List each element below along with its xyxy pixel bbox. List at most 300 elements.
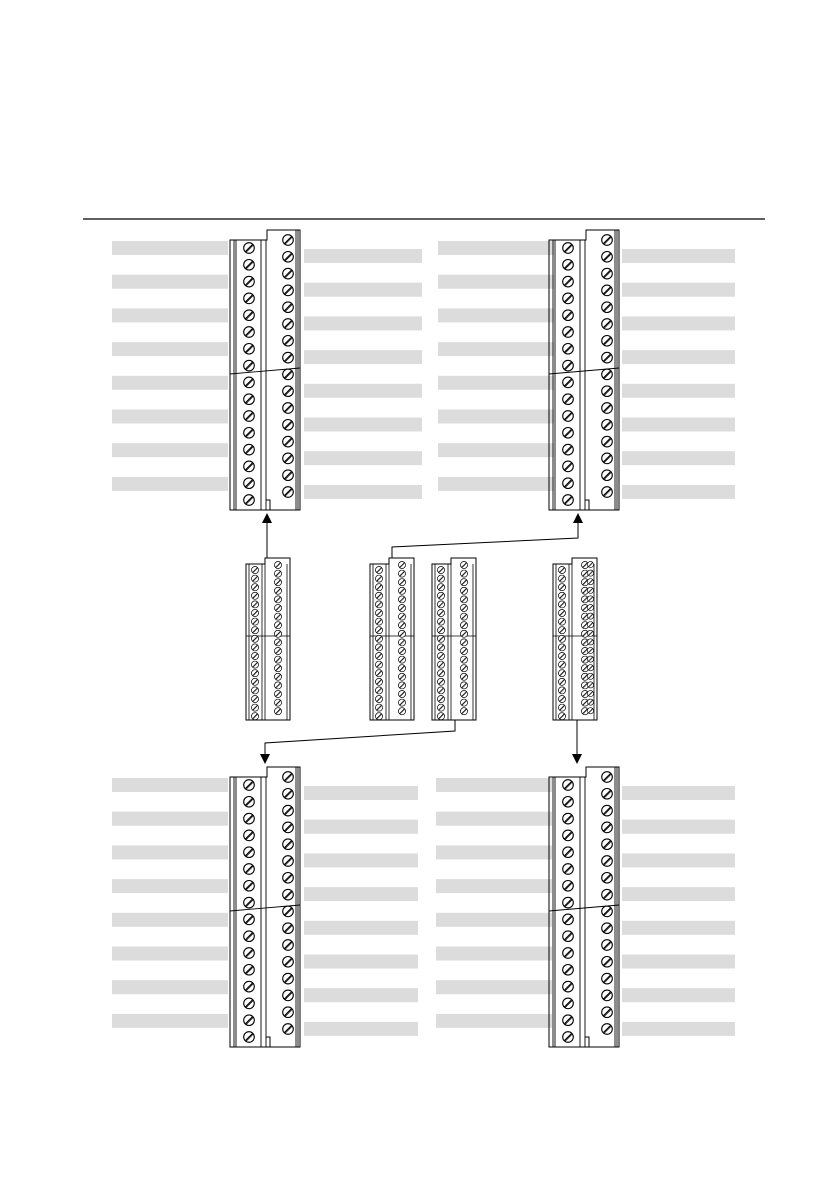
- screw-terminal-icon: [398, 639, 405, 646]
- screw-terminal-icon: [274, 622, 281, 629]
- screw-terminal-icon: [602, 1024, 613, 1035]
- screw-terminal-icon: [398, 665, 405, 672]
- channel-label-right: [622, 418, 735, 432]
- screw-terminal-icon: [587, 639, 593, 645]
- screw-terminal-icon: [274, 708, 281, 715]
- screw-terminal-icon: [437, 687, 444, 694]
- terminal-block-top-right: [438, 230, 735, 510]
- io-module-module-4: [553, 558, 597, 720]
- screw-terminal-icon: [283, 923, 294, 934]
- screw-terminal-icon: [563, 394, 574, 405]
- channel-label-left: [112, 275, 228, 289]
- screw-terminal-icon: [587, 647, 593, 653]
- screw-terminal-icon: [398, 682, 405, 689]
- screw-terminal-icon: [587, 587, 593, 593]
- screw-terminal-icon: [602, 319, 613, 330]
- screw-terminal-icon: [437, 713, 444, 720]
- screw-terminal-icon: [602, 973, 613, 984]
- screw-terminal-icon: [563, 797, 574, 808]
- channel-label-left: [436, 913, 552, 927]
- screw-terminal-icon: [375, 592, 382, 599]
- screw-terminal-icon: [274, 699, 281, 706]
- screw-terminal-icon: [563, 478, 574, 489]
- screw-terminal-icon: [398, 613, 405, 620]
- screw-terminal-icon: [460, 682, 467, 689]
- channel-label-left: [112, 342, 228, 356]
- screw-terminal-icon: [587, 579, 593, 585]
- screw-terminal-icon: [283, 839, 294, 850]
- screw-terminal-icon: [558, 575, 565, 582]
- channel-label-left: [112, 241, 228, 255]
- screw-terminal-icon: [563, 344, 574, 355]
- channel-label-left: [438, 443, 554, 457]
- screw-terminal-icon: [587, 622, 593, 628]
- screw-terminal-icon: [375, 584, 382, 591]
- screw-terminal-icon: [558, 644, 565, 651]
- screw-terminal-icon: [437, 575, 444, 582]
- screw-terminal-icon: [460, 587, 467, 594]
- screw-terminal-icon: [587, 596, 593, 602]
- channel-label-left: [112, 845, 228, 859]
- screw-terminal-icon: [283, 319, 294, 330]
- screw-terminal-icon: [558, 704, 565, 711]
- screw-terminal-icon: [398, 690, 405, 697]
- screw-terminal-icon: [437, 670, 444, 677]
- channel-label-right: [304, 921, 418, 935]
- screw-terminal-icon: [602, 923, 613, 934]
- screw-terminal-icon: [563, 897, 574, 908]
- connector-module-2: [392, 522, 578, 558]
- screw-terminal-icon: [563, 495, 574, 506]
- screw-terminal-icon: [587, 656, 593, 662]
- screw-terminal-icon: [602, 386, 613, 397]
- screw-terminal-icon: [244, 360, 255, 371]
- screw-terminal-icon: [587, 708, 593, 714]
- screw-terminal-icon: [283, 990, 294, 1001]
- screw-terminal-icon: [558, 661, 565, 668]
- screw-terminal-icon: [244, 293, 255, 304]
- screw-terminal-icon: [283, 973, 294, 984]
- screw-terminal-icon: [251, 713, 258, 720]
- screw-terminal-icon: [602, 772, 613, 783]
- screw-terminal-icon: [375, 627, 382, 634]
- screw-terminal-icon: [251, 575, 258, 582]
- channel-label-right: [622, 485, 735, 499]
- screw-terminal-icon: [283, 420, 294, 431]
- screw-terminal-icon: [398, 587, 405, 594]
- screw-terminal-icon: [563, 444, 574, 455]
- screw-terminal-icon: [251, 644, 258, 651]
- screw-terminal-icon: [375, 575, 382, 582]
- channel-label-right: [622, 887, 735, 901]
- screw-terminal-icon: [587, 561, 593, 567]
- channel-label-right: [304, 418, 422, 432]
- screw-terminal-icon: [251, 566, 258, 573]
- screw-terminal-icon: [251, 601, 258, 608]
- screw-terminal-icon: [460, 579, 467, 586]
- screw-terminal-icon: [274, 604, 281, 611]
- screw-terminal-icon: [602, 252, 613, 263]
- channel-label-right: [622, 384, 735, 398]
- screw-terminal-icon: [587, 690, 593, 696]
- screw-terminal-icon: [563, 327, 574, 338]
- screw-terminal-icon: [563, 1032, 574, 1043]
- screw-terminal-icon: [283, 940, 294, 951]
- screw-terminal-icon: [398, 604, 405, 611]
- screw-terminal-icon: [437, 704, 444, 711]
- screw-terminal-icon: [244, 847, 255, 858]
- screw-terminal-icon: [437, 695, 444, 702]
- screw-terminal-icon: [558, 601, 565, 608]
- screw-terminal-icon: [283, 1007, 294, 1018]
- screw-terminal-icon: [437, 566, 444, 573]
- channel-label-right: [304, 451, 422, 465]
- screw-terminal-icon: [274, 630, 281, 637]
- screw-terminal-icon: [375, 644, 382, 651]
- screw-terminal-icon: [283, 268, 294, 279]
- channel-label-right: [304, 384, 422, 398]
- screw-terminal-icon: [587, 613, 593, 619]
- screw-terminal-icon: [587, 673, 593, 679]
- screw-terminal-icon: [563, 881, 574, 892]
- screw-terminal-icon: [398, 622, 405, 629]
- screw-terminal-icon: [563, 965, 574, 976]
- screw-terminal-icon: [398, 570, 405, 577]
- screw-terminal-icon: [602, 369, 613, 380]
- screw-terminal-icon: [375, 601, 382, 608]
- io-module-module-2: [370, 558, 414, 720]
- channel-label-right: [622, 283, 735, 297]
- screw-terminal-icon: [563, 260, 574, 271]
- channel-label-right: [622, 921, 735, 935]
- screw-terminal-icon: [602, 789, 613, 800]
- screw-terminal-icon: [375, 695, 382, 702]
- channel-label-left: [438, 241, 554, 255]
- screw-terminal-icon: [437, 627, 444, 634]
- screw-terminal-icon: [437, 618, 444, 625]
- screw-terminal-icon: [437, 652, 444, 659]
- screw-terminal-icon: [251, 704, 258, 711]
- screw-terminal-icon: [563, 931, 574, 942]
- screw-terminal-icon: [602, 889, 613, 900]
- screw-terminal-icon: [602, 487, 613, 498]
- screw-terminal-icon: [244, 881, 255, 892]
- screw-terminal-icon: [558, 652, 565, 659]
- channel-label-left: [112, 778, 228, 792]
- screw-terminal-icon: [375, 670, 382, 677]
- channel-label-right: [304, 887, 418, 901]
- screw-terminal-icon: [558, 635, 565, 642]
- screw-terminal-icon: [244, 327, 255, 338]
- screw-terminal-icon: [283, 352, 294, 363]
- screw-terminal-icon: [283, 805, 294, 816]
- screw-terminal-icon: [244, 813, 255, 824]
- screw-terminal-icon: [283, 789, 294, 800]
- screw-terminal-icon: [283, 302, 294, 313]
- screw-terminal-icon: [563, 813, 574, 824]
- screw-terminal-icon: [602, 436, 613, 447]
- screw-terminal-icon: [558, 678, 565, 685]
- screw-terminal-icon: [602, 403, 613, 414]
- screw-terminal-icon: [602, 1007, 613, 1018]
- channel-label-left: [436, 845, 552, 859]
- screw-terminal-icon: [587, 570, 593, 576]
- screw-terminal-icon: [244, 864, 255, 875]
- screw-terminal-icon: [251, 687, 258, 694]
- screw-terminal-icon: [375, 661, 382, 668]
- channel-label-right: [304, 853, 418, 867]
- screw-terminal-icon: [460, 570, 467, 577]
- screw-terminal-icon: [274, 570, 281, 577]
- screw-terminal-icon: [563, 914, 574, 925]
- screw-terminal-icon: [274, 639, 281, 646]
- screw-terminal-icon: [244, 797, 255, 808]
- screw-terminal-icon: [283, 369, 294, 380]
- channel-label-right: [304, 316, 422, 330]
- screw-terminal-icon: [274, 596, 281, 603]
- screw-terminal-icon: [563, 428, 574, 439]
- screw-terminal-icon: [460, 673, 467, 680]
- screw-terminal-icon: [251, 635, 258, 642]
- screw-terminal-icon: [375, 687, 382, 694]
- screw-terminal-icon: [460, 613, 467, 620]
- channel-label-right: [304, 249, 422, 263]
- screw-terminal-icon: [283, 386, 294, 397]
- screw-terminal-icon: [244, 965, 255, 976]
- screw-terminal-icon: [558, 609, 565, 616]
- screw-terminal-icon: [251, 592, 258, 599]
- channel-label-left: [438, 477, 554, 491]
- screw-terminal-icon: [587, 630, 593, 636]
- screw-terminal-icon: [563, 310, 574, 321]
- screw-terminal-icon: [251, 670, 258, 677]
- screw-terminal-icon: [274, 579, 281, 586]
- screw-terminal-icon: [563, 377, 574, 388]
- screw-terminal-icon: [437, 661, 444, 668]
- screw-terminal-icon: [244, 1032, 255, 1043]
- screw-terminal-icon: [375, 678, 382, 685]
- screw-terminal-icon: [251, 618, 258, 625]
- screw-terminal-icon: [244, 981, 255, 992]
- screw-terminal-icon: [563, 293, 574, 304]
- io-module-module-3: [432, 558, 476, 720]
- screw-terminal-icon: [244, 914, 255, 925]
- screw-terminal-icon: [558, 618, 565, 625]
- screw-terminal-icon: [460, 596, 467, 603]
- screw-terminal-icon: [558, 687, 565, 694]
- channel-label-left: [436, 980, 552, 994]
- screw-terminal-icon: [460, 690, 467, 697]
- screw-terminal-icon: [602, 453, 613, 464]
- screw-terminal-icon: [558, 695, 565, 702]
- screw-terminal-icon: [437, 678, 444, 685]
- screw-terminal-icon: [274, 587, 281, 594]
- channel-label-right: [304, 485, 422, 499]
- screw-terminal-icon: [375, 704, 382, 711]
- screw-terminal-icon: [244, 310, 255, 321]
- screw-terminal-icon: [563, 461, 574, 472]
- screw-terminal-icon: [602, 420, 613, 431]
- screw-terminal-icon: [283, 403, 294, 414]
- channel-label-left: [438, 410, 554, 424]
- screw-terminal-icon: [244, 461, 255, 472]
- channel-label-right: [304, 955, 418, 969]
- screw-terminal-icon: [244, 830, 255, 841]
- screw-terminal-icon: [283, 436, 294, 447]
- screw-terminal-icon: [563, 1015, 574, 1026]
- channel-label-left: [436, 879, 552, 893]
- screw-terminal-icon: [375, 713, 382, 720]
- screw-terminal-icon: [602, 940, 613, 951]
- screw-terminal-icon: [460, 665, 467, 672]
- screw-terminal-icon: [563, 998, 574, 1009]
- screw-terminal-icon: [602, 268, 613, 279]
- screw-terminal-icon: [244, 411, 255, 422]
- screw-terminal-icon: [563, 830, 574, 841]
- screw-terminal-icon: [398, 699, 405, 706]
- channel-label-right: [304, 786, 418, 800]
- screw-terminal-icon: [398, 647, 405, 654]
- terminal-block-bottom-right: [436, 767, 735, 1047]
- screw-terminal-icon: [398, 596, 405, 603]
- screw-terminal-icon: [283, 453, 294, 464]
- screw-terminal-icon: [460, 630, 467, 637]
- screw-terminal-icon: [244, 394, 255, 405]
- screw-terminal-icon: [437, 592, 444, 599]
- screw-terminal-icon: [283, 1024, 294, 1035]
- channel-label-left: [438, 376, 554, 390]
- screw-terminal-icon: [563, 948, 574, 959]
- arrowhead-icon: [573, 513, 583, 523]
- screw-terminal-icon: [274, 682, 281, 689]
- screw-terminal-icon: [283, 873, 294, 884]
- screw-terminal-icon: [283, 957, 294, 968]
- screw-terminal-icon: [602, 470, 613, 481]
- screw-terminal-icon: [558, 670, 565, 677]
- screw-terminal-icon: [563, 780, 574, 791]
- channel-label-right: [622, 988, 735, 1002]
- channel-label-right: [304, 1022, 418, 1036]
- screw-terminal-icon: [283, 822, 294, 833]
- screw-terminal-icon: [558, 592, 565, 599]
- screw-terminal-icon: [244, 444, 255, 455]
- screw-terminal-icon: [558, 584, 565, 591]
- channel-label-left: [438, 275, 554, 289]
- screw-terminal-icon: [460, 647, 467, 654]
- screw-terminal-icon: [602, 805, 613, 816]
- screw-terminal-icon: [602, 990, 613, 1001]
- screw-terminal-icon: [437, 609, 444, 616]
- screw-terminal-icon: [563, 847, 574, 858]
- screw-terminal-icon: [244, 1015, 255, 1026]
- screw-terminal-icon: [251, 678, 258, 685]
- screw-terminal-icon: [437, 601, 444, 608]
- arrowhead-icon: [572, 754, 582, 764]
- screw-terminal-icon: [460, 622, 467, 629]
- screw-terminal-icon: [602, 873, 613, 884]
- screw-terminal-icon: [558, 627, 565, 634]
- channel-label-right: [304, 283, 422, 297]
- channel-label-right: [622, 1022, 735, 1036]
- screw-terminal-icon: [587, 682, 593, 688]
- channel-label-right: [304, 988, 418, 1002]
- screw-terminal-icon: [283, 487, 294, 498]
- terminal-block-bottom-left: [112, 767, 418, 1047]
- terminal-block-top-left: [112, 230, 422, 510]
- screw-terminal-icon: [437, 584, 444, 591]
- screw-terminal-icon: [375, 566, 382, 573]
- screw-terminal-icon: [244, 260, 255, 271]
- channel-label-left: [436, 947, 552, 961]
- screw-terminal-icon: [283, 772, 294, 783]
- channel-label-left: [112, 879, 228, 893]
- screw-terminal-icon: [437, 635, 444, 642]
- screw-terminal-icon: [251, 695, 258, 702]
- screw-terminal-icon: [563, 360, 574, 371]
- arrowhead-icon: [260, 754, 270, 764]
- channel-label-left: [112, 443, 228, 457]
- screw-terminal-icon: [558, 566, 565, 573]
- screw-terminal-icon: [563, 276, 574, 287]
- channel-label-right: [622, 316, 735, 330]
- screw-terminal-icon: [602, 906, 613, 917]
- screw-terminal-icon: [274, 665, 281, 672]
- screw-terminal-icon: [602, 235, 613, 246]
- screw-terminal-icon: [244, 998, 255, 1009]
- screw-terminal-icon: [251, 584, 258, 591]
- screw-terminal-icon: [460, 656, 467, 663]
- screw-terminal-icon: [460, 561, 467, 568]
- screw-terminal-icon: [244, 344, 255, 355]
- screw-terminal-icon: [602, 302, 613, 313]
- screw-terminal-icon: [274, 673, 281, 680]
- screw-terminal-icon: [283, 336, 294, 347]
- screw-terminal-icon: [244, 377, 255, 388]
- channel-label-left: [436, 778, 552, 792]
- channel-label-right: [622, 451, 735, 465]
- screw-terminal-icon: [244, 780, 255, 791]
- channel-label-right: [622, 249, 735, 263]
- screw-terminal-icon: [398, 630, 405, 637]
- channel-label-right: [304, 820, 418, 834]
- screw-terminal-icon: [251, 609, 258, 616]
- channel-label-left: [112, 477, 228, 491]
- channel-label-left: [436, 1014, 552, 1028]
- screw-terminal-icon: [375, 652, 382, 659]
- screw-terminal-icon: [244, 478, 255, 489]
- screw-terminal-icon: [375, 618, 382, 625]
- screw-terminal-icon: [558, 713, 565, 720]
- screw-terminal-icon: [274, 561, 281, 568]
- channel-label-left: [438, 342, 554, 356]
- channel-label-left: [112, 410, 228, 424]
- channel-label-left: [112, 980, 228, 994]
- channel-label-right: [622, 786, 735, 800]
- screw-terminal-icon: [283, 856, 294, 867]
- io-module-module-1: [246, 558, 290, 720]
- screw-terminal-icon: [602, 352, 613, 363]
- channel-label-right: [304, 350, 422, 364]
- screw-terminal-icon: [602, 822, 613, 833]
- channel-label-right: [622, 820, 735, 834]
- screw-terminal-icon: [460, 699, 467, 706]
- screw-terminal-icon: [398, 673, 405, 680]
- channel-label-right: [622, 955, 735, 969]
- channel-label-left: [112, 947, 228, 961]
- screw-terminal-icon: [563, 981, 574, 992]
- screw-terminal-icon: [563, 243, 574, 254]
- screw-terminal-icon: [602, 285, 613, 296]
